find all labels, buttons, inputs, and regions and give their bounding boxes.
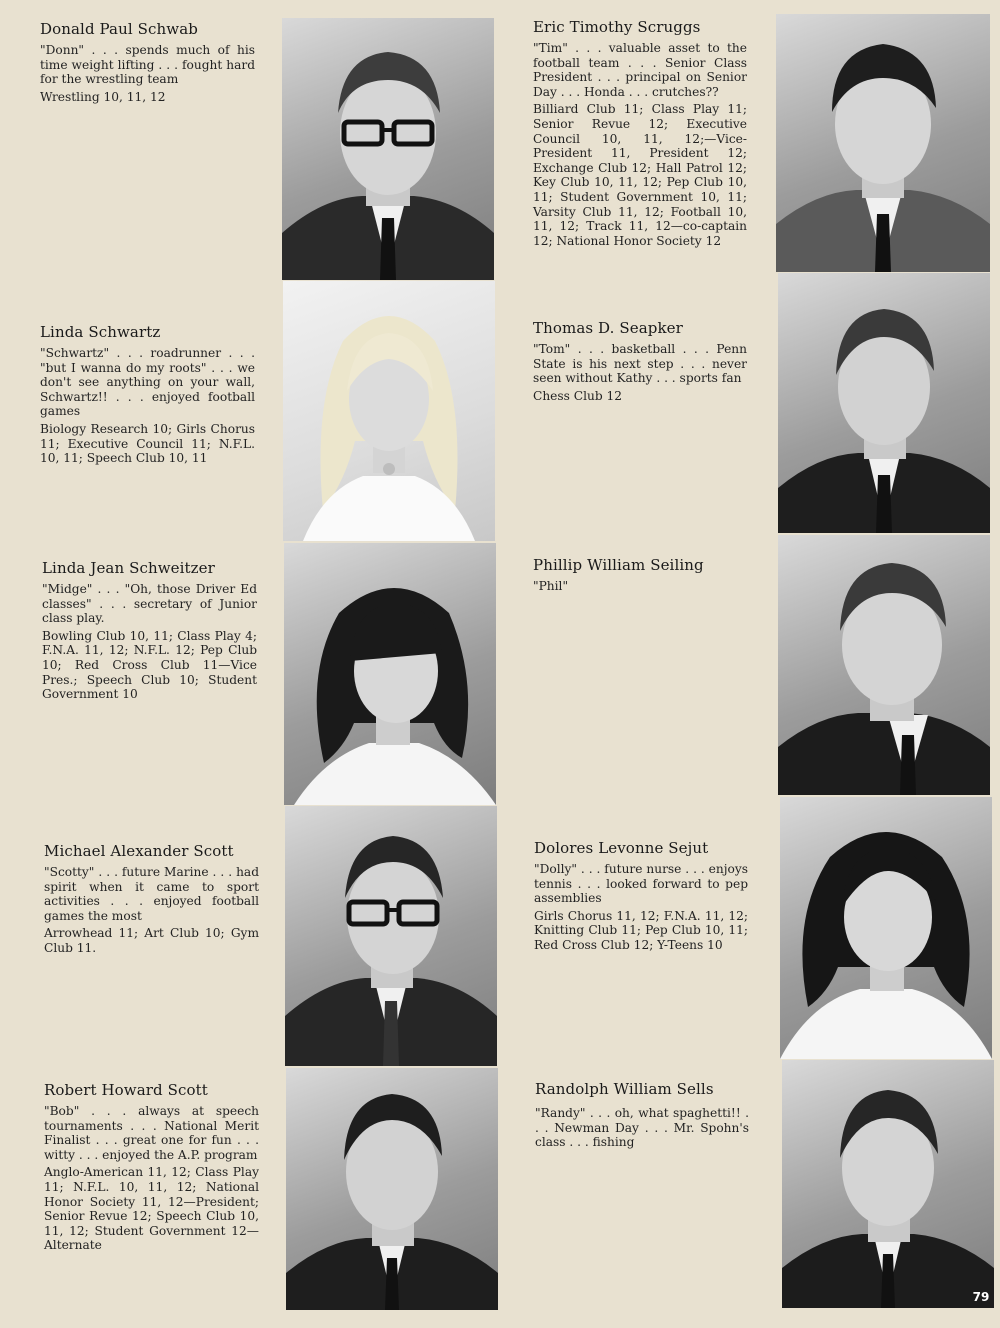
portrait-photo (282, 18, 494, 280)
student-entry (533, 556, 747, 597)
portrait-photo (286, 1068, 498, 1310)
portrait-photo (285, 806, 497, 1066)
student-entry (44, 842, 259, 956)
student-blurb: "Dolly" . . . future nurse . . . enjoys tennis . . . looked forward to pep assemblies (534, 862, 748, 906)
student-blurb: "Donn" . . . spends much of his time weight lifting . . . fought hard for the wrestling team (40, 43, 255, 87)
student-blurb: "Phil" (533, 579, 569, 593)
student-entry (42, 559, 257, 702)
student-name: Eric Timothy Scruggs (533, 18, 701, 36)
student-blurb: "Midge" . . . "Oh, those Driver Ed classes" . . . secretary of Junior class play. (42, 582, 257, 626)
student-entry (533, 319, 747, 403)
student-activities: Biology Research 10; Girls Chorus 11; Executive Council 11; N.F.L. 10, 11; Speech Club 10, 11 (40, 421, 255, 466)
student-activities: Billiard Club 11; Class Play 11; Senior Revue 12; Executive Council 10, 11, 12;—Vice-President 11, President 12; Exchange Club 12; Hall Patrol 12; Key Club 10, 11, 12; Pep Club 10, 11; Student Government 10, 11; Varsity Club 11, 12; Football 10, 11, 12; Track 11, 12—co-captain 12; National Honor Society 12 (533, 102, 747, 248)
student-blurb: "Tom" . . . basketball . . . Penn State is his next step . . . never seen without Kathy . . . sports fan (533, 342, 747, 386)
student-blurb: "Tim" . . . valuable asset to the football team . . . Senior Class President . . . principal on Senior Day . . . Honda . . . crutches?? (533, 41, 747, 99)
portrait-photo (780, 797, 992, 1059)
student-name: Michael Alexander Scott (44, 842, 234, 860)
student-activities: Chess Club 12 (533, 388, 623, 403)
student-blurb: "Schwartz" . . . roadrunner . . . "but I wanna do my roots" . . . we don't see anything on your wall, Schwartz!! . . . enjoyed football games (40, 346, 255, 419)
student-activities: Girls Chorus 11, 12; F.N.A. 11, 12; Knitting Club 11; Pep Club 10, 11; Red Cross Club 12; Y-Teens 10 (534, 908, 748, 952)
portrait-photo (782, 1060, 994, 1308)
student-blurb: "Randy" . . . oh, what spaghetti!! . . . Newman Day . . . Mr. Spohn's class . . . fishing (535, 1106, 749, 1150)
student-activities: Anglo-American 11, 12; Class Play 11; N.F.L. 10, 11, 12; National Honor Society 11, 12—President; Senior Revue 12; Speech Club 10, 11, 12; Student Government 12—Alternate (44, 1165, 259, 1253)
portrait-photo (283, 281, 495, 541)
student-entry (534, 839, 748, 953)
student-activities: Wrestling 10, 11, 12 (40, 89, 166, 104)
student-entry (535, 1080, 749, 1153)
portrait-photo (778, 535, 990, 795)
student-entry (44, 1081, 259, 1253)
portrait-photo (776, 14, 990, 272)
student-activities: Bowling Club 10, 11; Class Play 4; F.N.A. 11, 12; N.F.L. 12; Pep Club 10; Red Cross Club 11—Vice Pres.; Speech Club 10; Student Government 10 (42, 628, 257, 702)
portrait-photo (778, 273, 990, 533)
page-number: 79 (972, 1290, 990, 1304)
student-name: Thomas D. Seapker (533, 319, 683, 337)
student-name: Dolores Levonne Sejut (534, 839, 709, 857)
student-blurb: "Scotty" . . . future Marine . . . had spirit when it came to sport activities . . . enjoyed football games the most (44, 865, 259, 923)
student-name: Linda Schwartz (40, 323, 161, 341)
student-entry (533, 18, 747, 248)
student-entry (40, 20, 255, 104)
student-name: Linda Jean Schweitzer (42, 559, 215, 577)
student-name: Randolph William Sells (535, 1080, 714, 1098)
student-entry (40, 323, 255, 466)
student-name: Robert Howard Scott (44, 1081, 208, 1099)
student-blurb: "Bob" . . . always at speech tournaments . . . National Merit Finalist . . . great one for fun . . . witty . . . enjoyed the A.P. program (44, 1104, 259, 1162)
portrait-photo (284, 543, 496, 805)
student-name: Phillip William Seiling (533, 556, 704, 574)
student-activities: Arrowhead 11; Art Club 10; Gym Club 11. (44, 926, 259, 955)
student-name: Donald Paul Schwab (40, 20, 198, 38)
